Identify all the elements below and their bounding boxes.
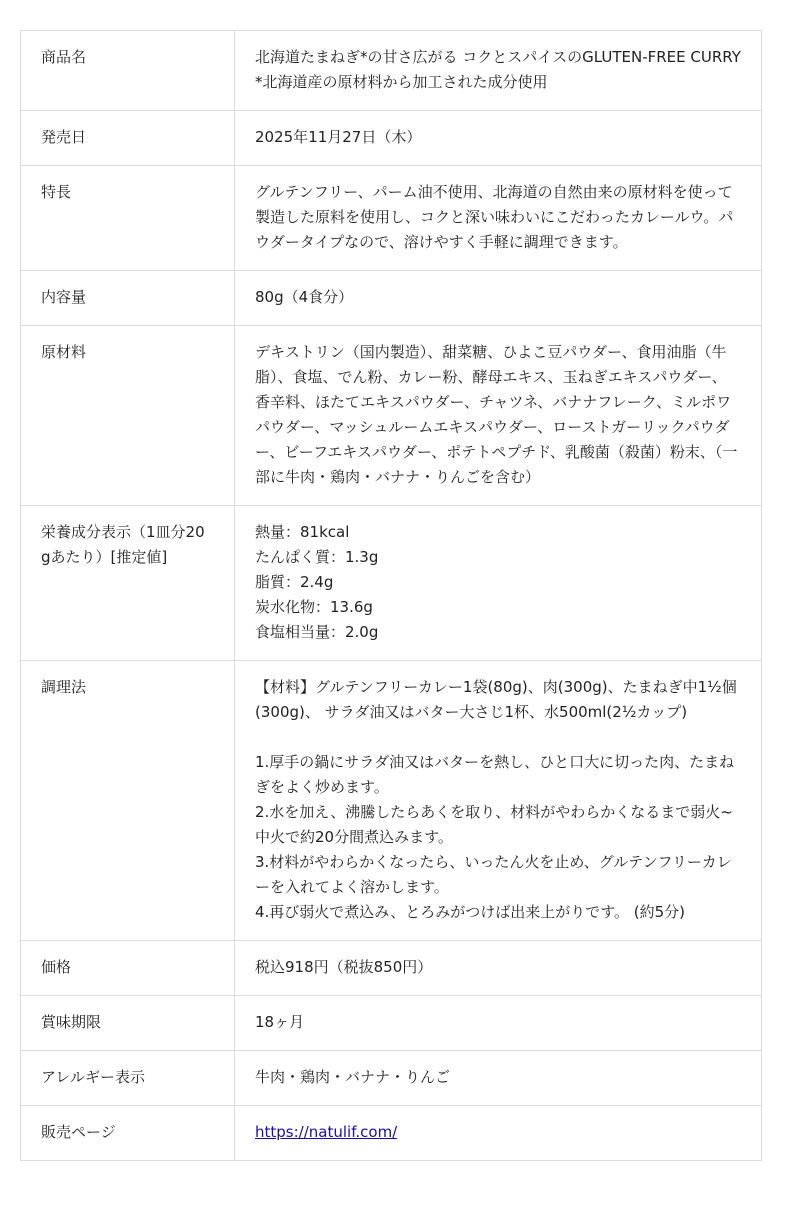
cooking-spacer (255, 725, 741, 750)
nutrition-carbohydrate: 炭水化物：13.6g (255, 598, 373, 616)
release-date-text: 2025年11月27日（木） (255, 128, 422, 146)
row-value (235, 111, 762, 166)
row-value (235, 166, 762, 271)
price-text: 税込918円（税抜850円） (255, 958, 433, 976)
ingredients-text: デキストリン（国内製造）、甜菜糖、ひよこ豆パウダー、食用油脂（牛脂）、食塩、でん粉、カレー粉、酵母エキス、玉ねぎエキスパウダー、香辛料、ほたてエキスパウダー、チャツネ、バナナフレーク、ミルポワパウダー、マッシュルームエキスパウダー、ローストガーリックパウダー、ビーフエキスパウダー、ポテトペプチド、乳酸菌（殺菌）粉末、（一部に牛肉・鶏肉・バナナ・りんごを含む） (255, 343, 738, 486)
row-ingredients (21, 326, 762, 506)
product-name-text: 北海道たまねぎ*の甘さ広がる コクとスパイスのGLUTEN-FREE CURRY (255, 48, 741, 66)
row-label: 栄養成分表示（1皿分20gあたり）[推定値] (21, 506, 235, 661)
cooking-step-4: 4.再び弱火で煮込み、とろみがつけば出来上がりです。 (約5分) (255, 903, 686, 921)
row-label: アレルギー表示 (21, 1051, 235, 1106)
row-value (235, 1051, 762, 1106)
row-value (235, 1106, 762, 1161)
row-label: 発売日 (21, 111, 235, 166)
sales-page-link[interactable]: https://natulif.com/ (255, 1123, 398, 1141)
row-value (235, 31, 762, 111)
best-before-text: 18ヶ月 (255, 1013, 305, 1031)
row-cooking-method (21, 661, 762, 941)
row-best-before (21, 996, 762, 1051)
row-value (235, 326, 762, 506)
features-text: グルテンフリー、パーム油不使用、北海道の自然由来の原材料を使って製造した原料を使用し、コクと深い味わいにこだわったカレールウ。パウダータイプなので、溶けやすく手軽に調理できます。 (255, 183, 734, 251)
row-label: 内容量 (21, 271, 235, 326)
row-sales-page (21, 1106, 762, 1161)
nutrition-fat: 脂質：2.4g (255, 573, 334, 591)
allergy-text: 牛肉・鶏肉・バナナ・りんご (255, 1068, 451, 1086)
nutrition-protein: たんぱく質：1.3g (255, 548, 379, 566)
nutrition-energy: 熱量：81kcal (255, 523, 350, 541)
row-label: 商品名 (21, 31, 235, 111)
row-value (235, 941, 762, 996)
row-label: 賞味期限 (21, 996, 235, 1051)
row-price (21, 941, 762, 996)
product-spec-table (20, 30, 762, 1161)
contents-text: 80g（4食分） (255, 288, 354, 306)
row-allergy (21, 1051, 762, 1106)
row-nutrition (21, 506, 762, 661)
row-label: 販売ページ (21, 1106, 235, 1161)
nutrition-salt: 食塩相当量：2.0g (255, 623, 379, 641)
row-release-date (21, 111, 762, 166)
row-label: 特長 (21, 166, 235, 271)
row-label: 原材料 (21, 326, 235, 506)
cooking-step-1: 1.厚手の鍋にサラダ油又はバターを熱し、ひと口大に切った肉、たまねぎをよく炒めます。 (255, 753, 735, 796)
row-value (235, 506, 762, 661)
row-value (235, 996, 762, 1051)
row-features (21, 166, 762, 271)
row-value (235, 661, 762, 941)
row-label: 価格 (21, 941, 235, 996)
row-product-name (21, 31, 762, 111)
row-label: 調理法 (21, 661, 235, 941)
cooking-step-3: 3.材料がやわらかくなったら、いったん火を止め、グルテンフリーカレーを入れてよく溶かします。 (255, 853, 732, 896)
cooking-step-2: 2.水を加え、沸騰したらあくを取り、材料がやわらかくなるまで弱火~中火で約20分間煮込みます。 (255, 803, 733, 846)
cooking-ingredients: 【材料】グルテンフリーカレー1袋(80g)、肉(300g)、たまねぎ中1½個(300g)、 サラダ油又はバター大さじ1杯、水500ml(2½カップ) (255, 678, 737, 721)
row-value (235, 271, 762, 326)
row-contents (21, 271, 762, 326)
product-name-note: *北海道産の原材料から加工された成分使用 (255, 73, 548, 91)
